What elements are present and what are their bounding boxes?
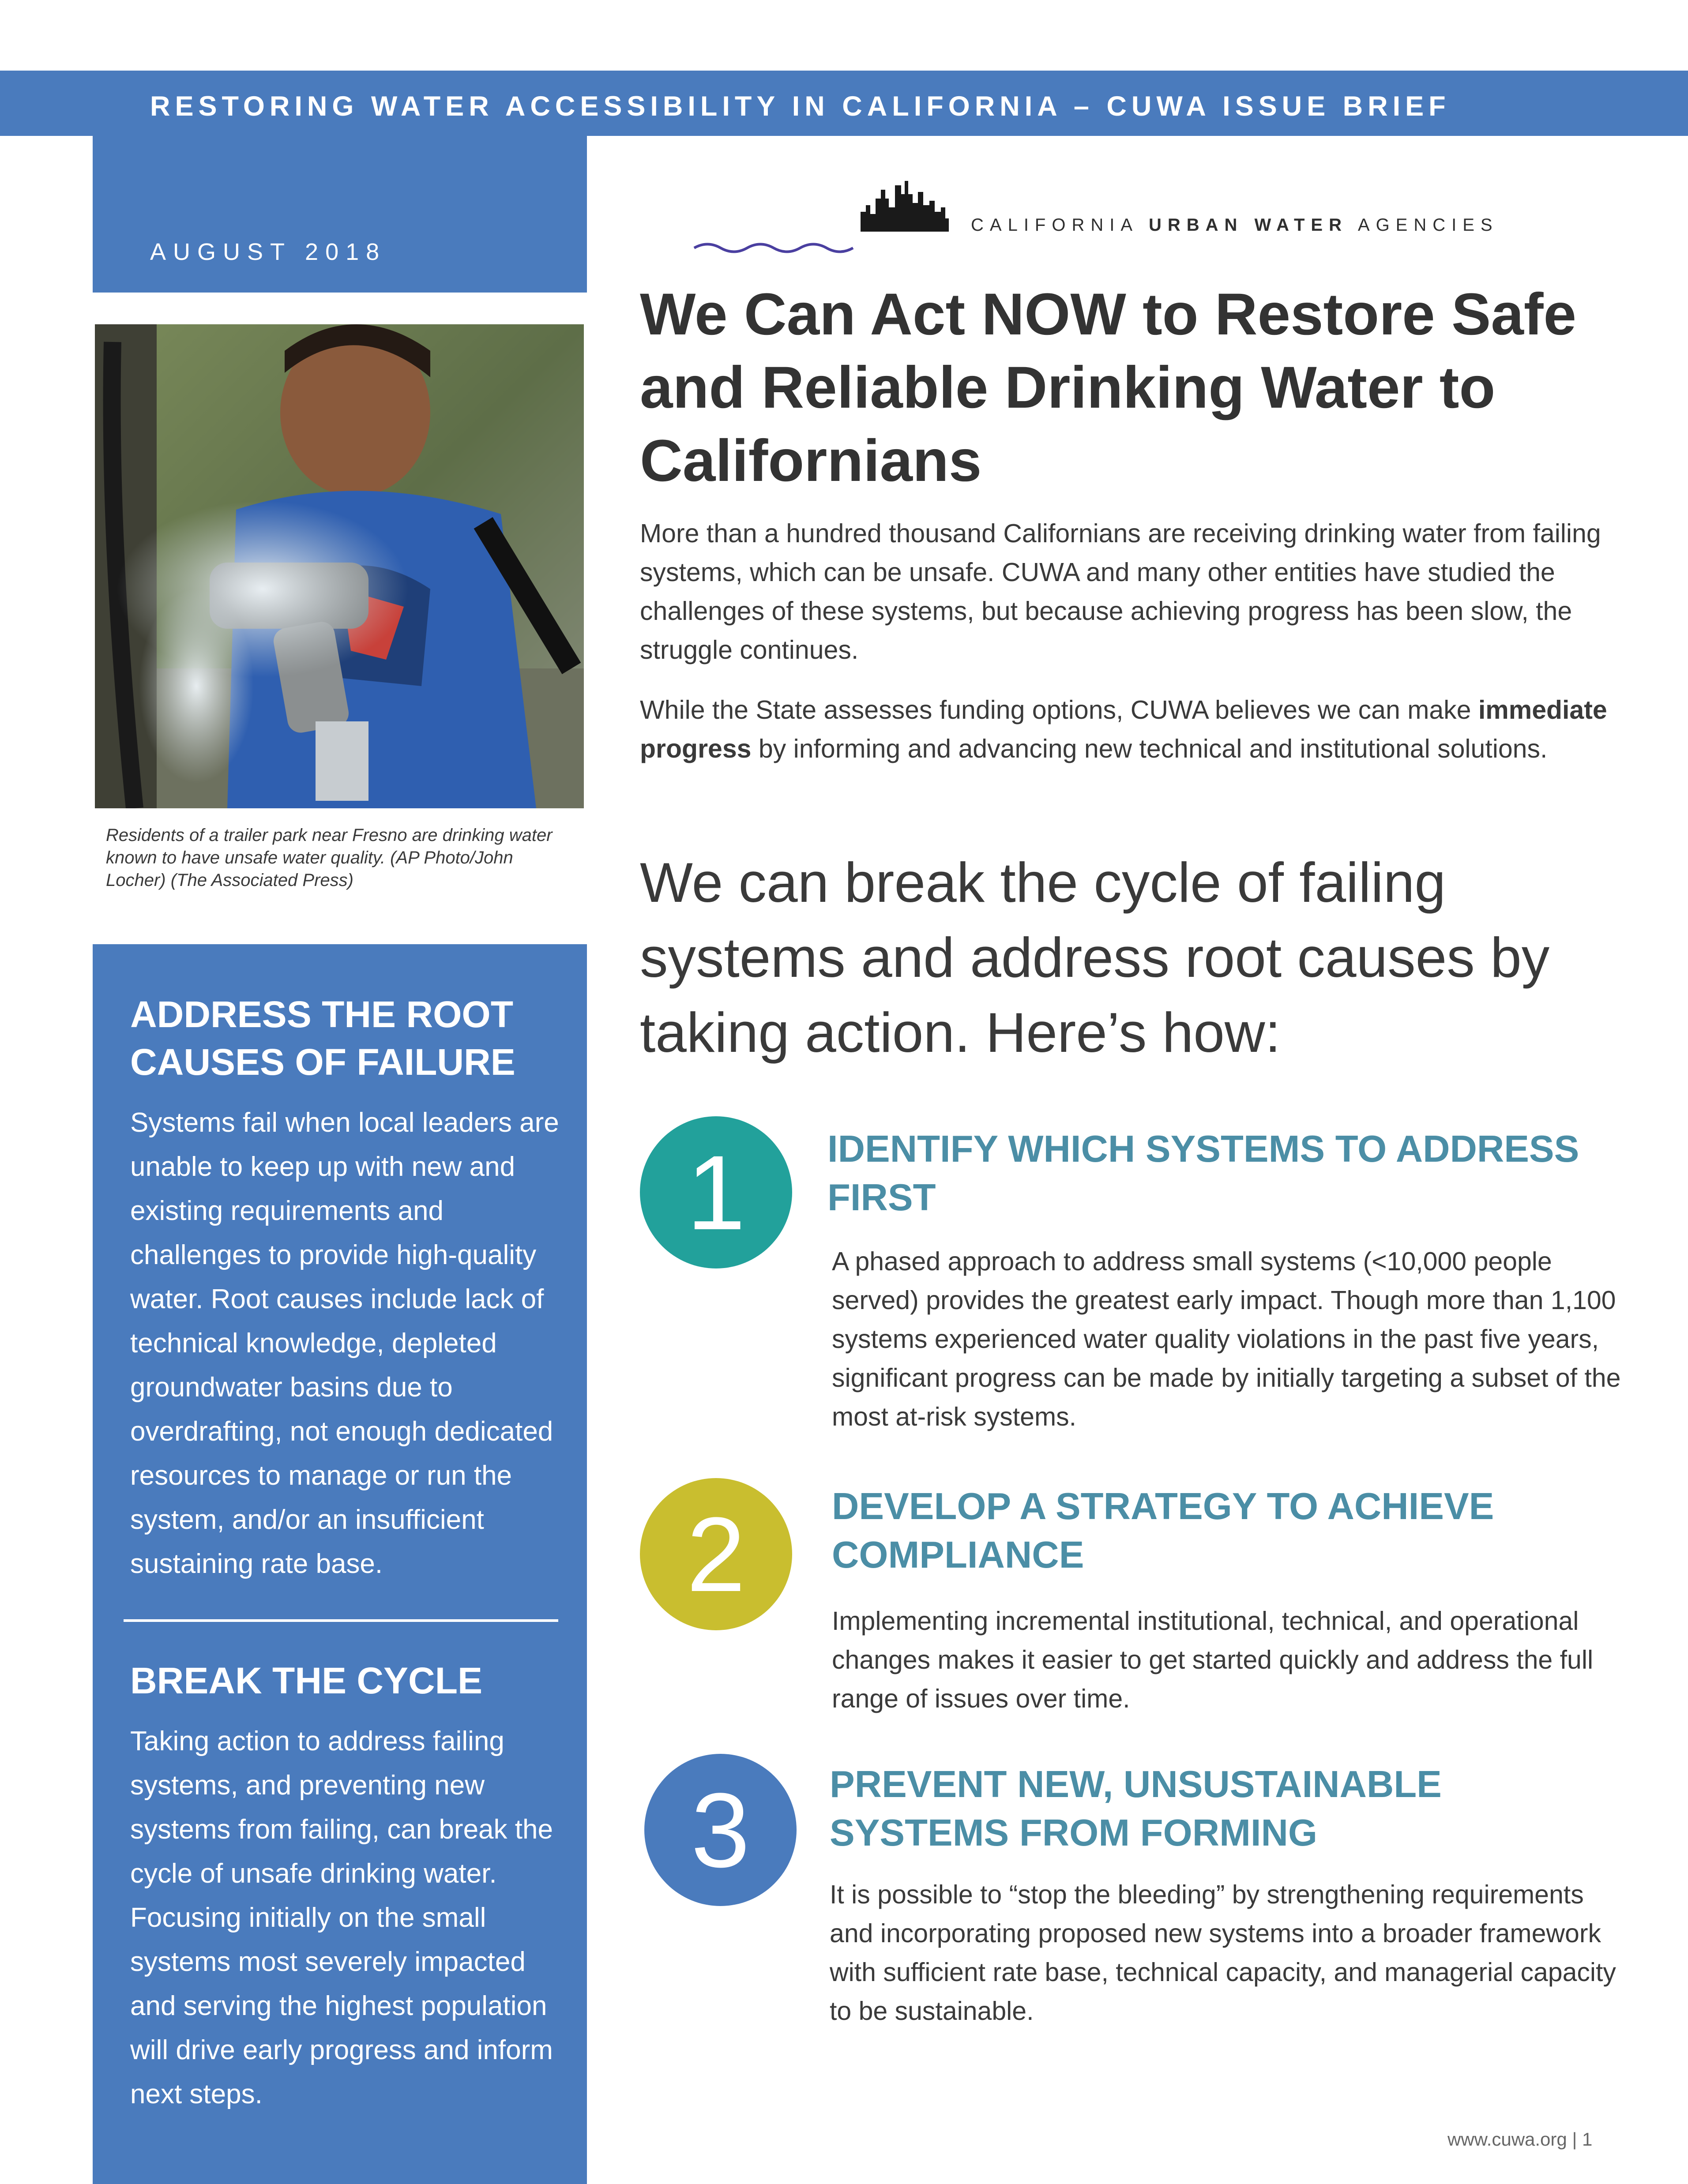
sidebar-text-break-cycle: Taking action to address failing systems, and preventing new systems from failing, can break the cycle of unsafe drinking water. Focusing initially on the small systems most severely impacted and serving the highest population will drive early progress and inform next steps. (130, 1726, 553, 2109)
logo-word-california: CALIFORNIA (971, 215, 1138, 235)
immediate-progress-emphasis: immediate progress (640, 695, 1607, 763)
step-3-heading: PREVENT NEW, UNSUSTAINABLE SYSTEMS FROM FORMING (830, 1764, 1442, 1854)
step-1-heading: IDENTIFY WHICH SYSTEMS TO ADDRESS FIRST (827, 1128, 1579, 1219)
date-box (93, 136, 587, 293)
step-2-heading: DEVELOP A STRATEGY TO ACHIEVE COMPLIANCE (832, 1486, 1494, 1576)
funding-paragraph (640, 690, 1611, 768)
sidebar-heading-root-causes: ADDRESS THE ROOT CAUSES OF FAILURE (130, 994, 515, 1083)
funding-text-start: While the State assesses funding options, CUWA believes we can make (640, 695, 1478, 724)
page-title: We Can Act NOW to Restore Safe and Reliable Drinking Water to Californians (640, 281, 1577, 494)
issue-date: AUGUST 2018 (150, 239, 387, 265)
intro-paragraph: More than a hundred thousand Californians are receiving drinking water from failing systems, which can be unsafe. CUWA and many other entities have studied the challenges of these systems, but because achieving progress has been slow, the struggle continues. (640, 519, 1601, 664)
page-footer (1447, 2129, 1592, 2150)
city-skyline-logo-icon (861, 181, 949, 232)
banner-title: RESTORING WATER ACCESSIBILITY IN CALIFORNIA – CUWA ISSUE BRIEF (150, 91, 1451, 122)
step-3-text: It is possible to “stop the bleeding” by strengthening requirements and incorporating proposed new systems into a broader framework with sufficient rate base, technical capacity, and managerial capacity to be sustainable. (830, 1880, 1616, 2026)
boy-drinking-water-photo (95, 324, 584, 808)
funding-text-end: by informing and advancing new technical and institutional solutions. (751, 734, 1548, 763)
organization-name (971, 215, 1499, 235)
photo-caption: Residents of a trailer park near Fresno are drinking water known to have unsafe water quality. (AP Photo/John Locher) (The Associated Press) (106, 826, 553, 890)
step-2-number-badge: 2 (640, 1478, 792, 1630)
sidebar-text-root-causes: Systems fail when local leaders are unable to keep up with new and existing requirements and challenges to provide high-quality water. Root causes include lack of technical knowledge, depleted groundwater basins due to overdrafting, not enough dedicated resources to manage or run the system, and/or an insufficient sustaining rate base. (130, 1107, 559, 1579)
step-3-number-badge: 3 (644, 1754, 797, 1906)
sidebar-divider (124, 1619, 558, 1622)
wave-logo-icon (692, 238, 860, 256)
footer-website-link[interactable]: www.cuwa.org (1447, 2129, 1567, 2150)
sidebar-heading-break-cycle: BREAK THE CYCLE (130, 1660, 483, 1701)
step-1-text: A phased approach to address small systems (<10,000 people served) provides the greatest early impact. Though more than 1,100 systems experienced water quality violations in the past five years, significant progress can be made by initially targeting a subset of the most at-risk systems. (832, 1247, 1621, 1431)
step-1-number-badge: 1 (640, 1116, 792, 1268)
logo-word-urban-water: URBAN WATER (1148, 215, 1348, 235)
page-number: 1 (1582, 2129, 1593, 2150)
section-tagline: We can break the cycle of failing systems and address root causes by taking action. Here’s how: (640, 851, 1550, 1064)
logo-word-agencies: AGENCIES (1357, 215, 1499, 235)
step-2-text: Implementing incremental institutional, technical, and operational changes makes it easier to get started quickly and address the full range of issues over time. (832, 1606, 1594, 1713)
footer-separator: | (1572, 2129, 1577, 2150)
